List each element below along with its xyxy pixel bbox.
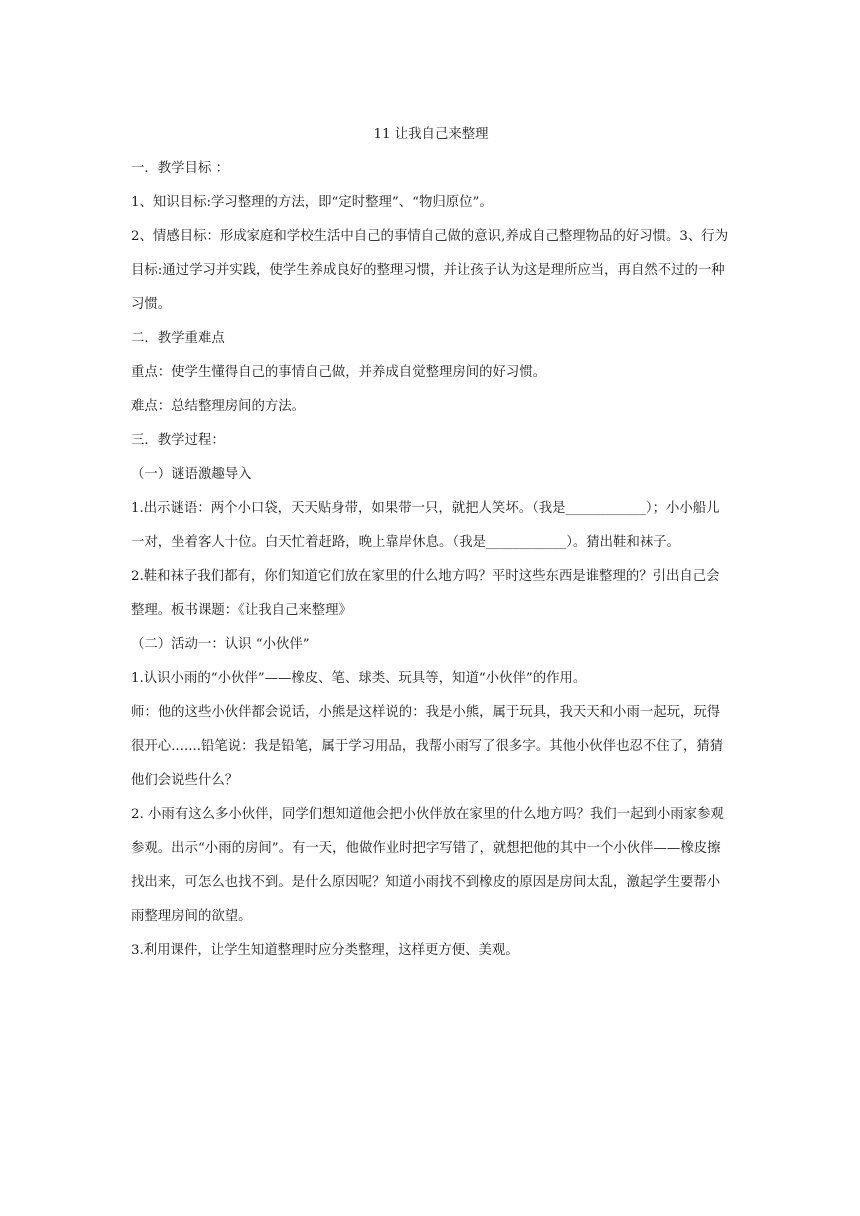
section-heading-process: 三．教学过程： (131, 433, 225, 448)
document-body (131, 118, 731, 968)
subheading-riddle-intro: （一）谜语激趣导入 (131, 467, 252, 482)
section-heading-objectives: 一．教学目标 ： (131, 161, 229, 176)
paragraph-shoes-socks: 2.鞋和袜子我们都有，你们知道它们放在家里的什么地方吗？平时这些东西是谁整理的？引出自己会整理。板书课题：《让我自己来整理》 (131, 569, 720, 618)
paragraph-riddles: 1.出示谜语：两个小口袋，天天贴身带，如果带一只，就把人笑坏。（我是____________）；小小船儿一对，坐着客人十位。白天忙着赶路，晚上靠岸休息。（我是____________）。猜出鞋和袜子。 (131, 501, 720, 550)
paragraph-know-partners: 1.认识小雨的“小伙伴”——橡皮、笔、球类、玩具等，知道“小伙伴”的作用。 (131, 671, 587, 686)
document-title: 11 让我自己来整理 (373, 127, 489, 142)
paragraph-key-point: 重点：使学生懂得自己的事情自己做，并养成自觉整理房间的好习惯。 (131, 365, 547, 380)
section-heading-key-points: 二．教学重难点 (131, 331, 225, 346)
paragraph-emotion-behavior-goal: 2、情感目标：形成家庭和学校生活中自己的事情自己做的意识,养成自己整理物品的好习惯。3、行为目标:通过学习并实践，使学生养成良好的整理习惯，并让孩子认为这是理所应当，再自然不过的一种习惯。 (131, 229, 729, 312)
paragraph-difficulty: 难点：总结整理房间的方法。 (131, 399, 306, 414)
subheading-activity-one: （二）活动一：认识 “小伙伴” (131, 637, 310, 652)
paragraph-teacher-dialogue: 师：他的这些小伙伴都会说话，小熊是这样说的：我是小熊，属于玩具，我天天和小雨一起玩，玩得很开心.......铅笔说：我是铅笔，属于学习用品，我帮小雨写了很多字。其他小伙伴也忍不住了，猜猜他们会说些什么？ (131, 705, 724, 788)
paragraph-knowledge-goal: 1、知识目标:学习整理的方法，即“定时整理”、“物归原位”。 (131, 195, 493, 210)
paragraph-xiaoyu-room: 2. 小雨有这么多小伙伴，同学们想知道他会把小伙伴放在家里的什么地方吗？我们一起到小雨家参观参观。出示“小雨的房间”。有一天，他做作业时把字写错了，就想把他的其中一个小伙伴——橡皮擦找出来，可怎么也找不到。是什么原因呢？知道小雨找不到橡皮的原因是房间太乱，激起学生要帮小雨整理房间的欲望。 (131, 807, 724, 924)
paragraph-courseware: 3.利用课件，让学生知道整理时应分类整理，这样更方便、美观。 (131, 943, 519, 958)
